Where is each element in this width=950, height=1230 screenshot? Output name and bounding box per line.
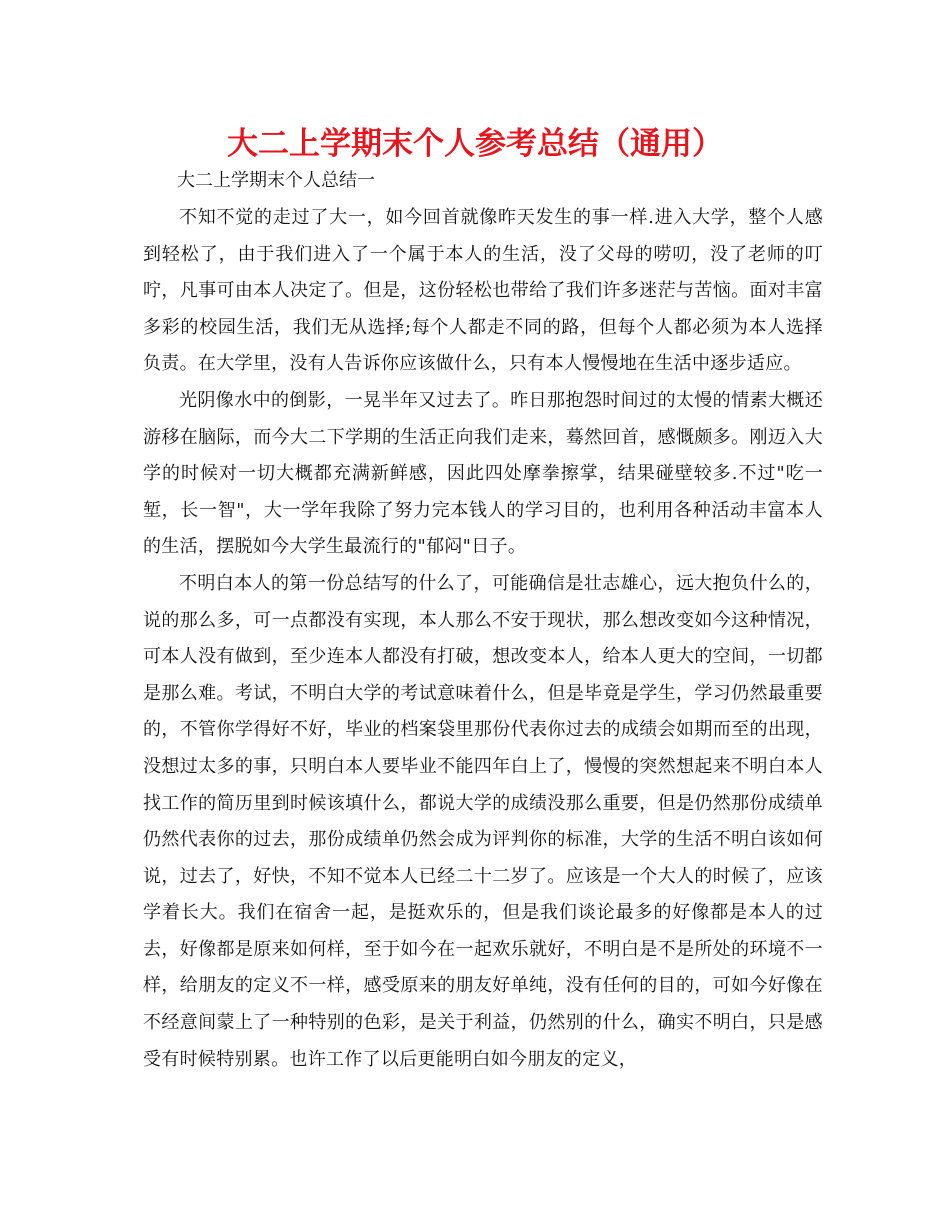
document-body [143, 200, 823, 1078]
paragraph-1: 不知不觉的走过了大一，如今回首就像昨天发生的事一样.进入大学，整个人感到轻松了，由于我们进入了一个属于本人的生活，没了父母的唠叨，没了老师的叮咛，凡事可由本人决定了。但是，这份轻松也带给了我们许多迷茫与苦恼。面对丰富多彩的校园生活，我们无从选择;每个人都走不同的路，但每个人都必须为本人选择负责。在大学里，没有人告诉你应该做什么，只有本人慢慢地在生活中逐步适应。 [143, 207, 823, 375]
section-heading: 大二上学期末个人总结一 [177, 170, 375, 191]
paragraph-3: 不明白本人的第一份总结写的什么了，可能确信是壮志雄心，远大抱负什么的，说的那么多，可一点都没有实现，本人那么不安于现状，那么想改变如今这种情况，可本人没有做到，至少连本人都没有打破，想改变本人，给本人更大的空间，一切都是那么难。考试，不明白大学的考试意味着什么，但是毕竟是学生，学习仍然最重要的，不管你学得好不好，毕业的档案袋里那份代表你过去的成绩会如期而至的出现，没想过太多的事，只明白本人要毕业不能四年白上了，慢慢的突然想起来不明白本人找工作的简历里到时候该填什么，都说大学的成绩没那么重要，但是仍然那份成绩单仍然代表你的过去，那份成绩单仍然会成为评判你的标准，大学的生活不明白该如何说，过去了，好快，不知不觉本人已经二十二岁了。应该是一个大人的时候了，应该学着长大。我们在宿舍一起，是挺欢乐的，但是我们谈论最多的好像都是本人的过去，好像都是原来如何样，至于如今在一起欢乐就好，不明白是不是所处的环境不一样，给朋友的定义不一样，感受原来的朋友好单纯，没有任何的目的，可如今好像在不经意间蒙上了一种特别的色彩，是关于利益，仍然别的什么，确实不明白，只是感受有时候特别累。也许工作了以后更能明白如今朋友的定义， [143, 572, 823, 1070]
paragraph-2: 光阴像水中的倒影，一晃半年又过去了。昨日那抱怨时间过的太慢的情素大概还游移在脑际，而今大二下学期的生活正向我们走来，蓦然回首，感慨颇多。刚迈入大学的时候对一切大概都充满新鲜感，因此四处摩拳擦掌，结果碰壁较多.不过"吃一堑，长一智"，大一学年我除了努力完本钱人的学习目的，也利用各种活动丰富本人的生活，摆脱如今大学生最流行的"郁闷"日子。 [143, 389, 823, 558]
document-title: 大二上学期末个人参考总结（通用） [227, 126, 723, 162]
